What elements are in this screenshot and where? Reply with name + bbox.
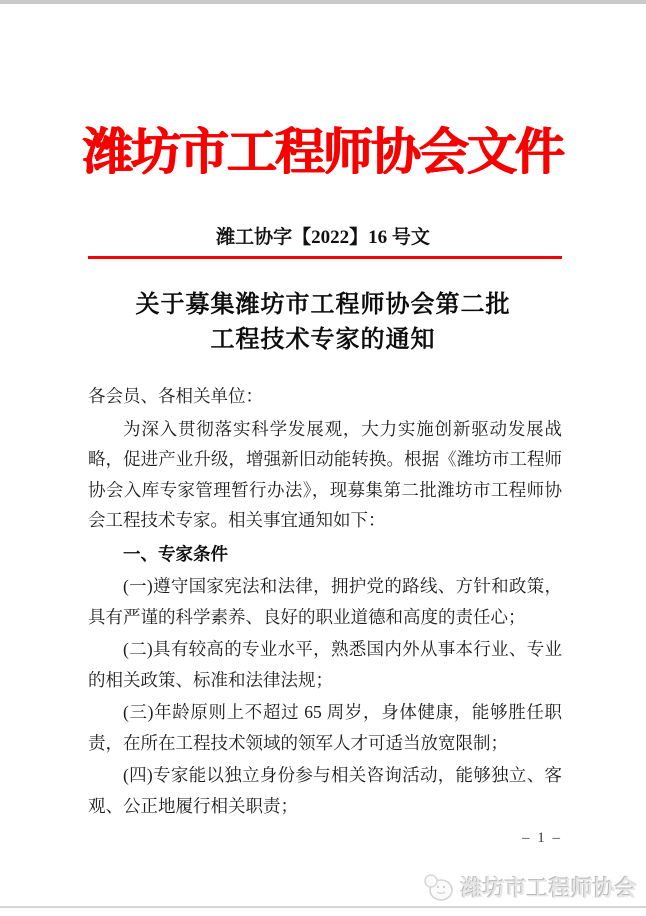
condition-item-1: (一)遵守国家宪法和法律，拥护党的路线、方针和政策，具有严谨的科学素养、良好的职业道德和高度的责任心； <box>88 576 562 627</box>
notice-title <box>0 287 646 357</box>
intro-paragraph: 为深入贯彻落实科学发展观，大力实施创新驱动发展战略，促进产业升级，增强新旧动能转换。根据《潍坊市工程师协会入库专家管理暂行办法》，现募集第二批潍坊市工程师协会工程技术专家。相关事宜通知如下： <box>88 418 562 530</box>
condition-item-2: (二)具有较高的专业水平，熟悉国内外从事本行业、专业的相关政策、标准和法律法规； <box>88 639 562 690</box>
red-divider-line <box>88 256 562 259</box>
salutation: 各会员、各相关单位： <box>88 386 263 406</box>
notice-title-line1: 关于募集潍坊市工程师协会第二批 <box>135 291 511 318</box>
condition-item-3: (三)年龄原则上不超过 65 周岁，身体健康，能够胜任职责，在所在工程技术领域的领军人才可适当放宽限制； <box>88 702 562 753</box>
document-body <box>88 381 562 821</box>
footer-watermark <box>422 872 637 903</box>
footer-watermark-text: 潍坊市工程师协会 <box>460 876 637 901</box>
association-logo-icon <box>422 873 456 903</box>
doc-number: 潍工协字【2022】16 号文 <box>216 227 430 248</box>
notice-title-line2: 工程技术专家的通知 <box>210 326 436 353</box>
letterhead-title: 潍坊市工程师协会文件 <box>83 124 563 180</box>
condition-item-4: (四)专家能以独立身份参与相关咨询活动，能够独立、客观、公正地履行相关职责； <box>88 765 562 816</box>
section-heading-expert-conditions: 一、专家条件 <box>123 543 228 564</box>
bottom-edge-line <box>0 906 646 908</box>
page-number: – 1 – <box>522 830 562 846</box>
top-edge-bar <box>0 0 646 4</box>
